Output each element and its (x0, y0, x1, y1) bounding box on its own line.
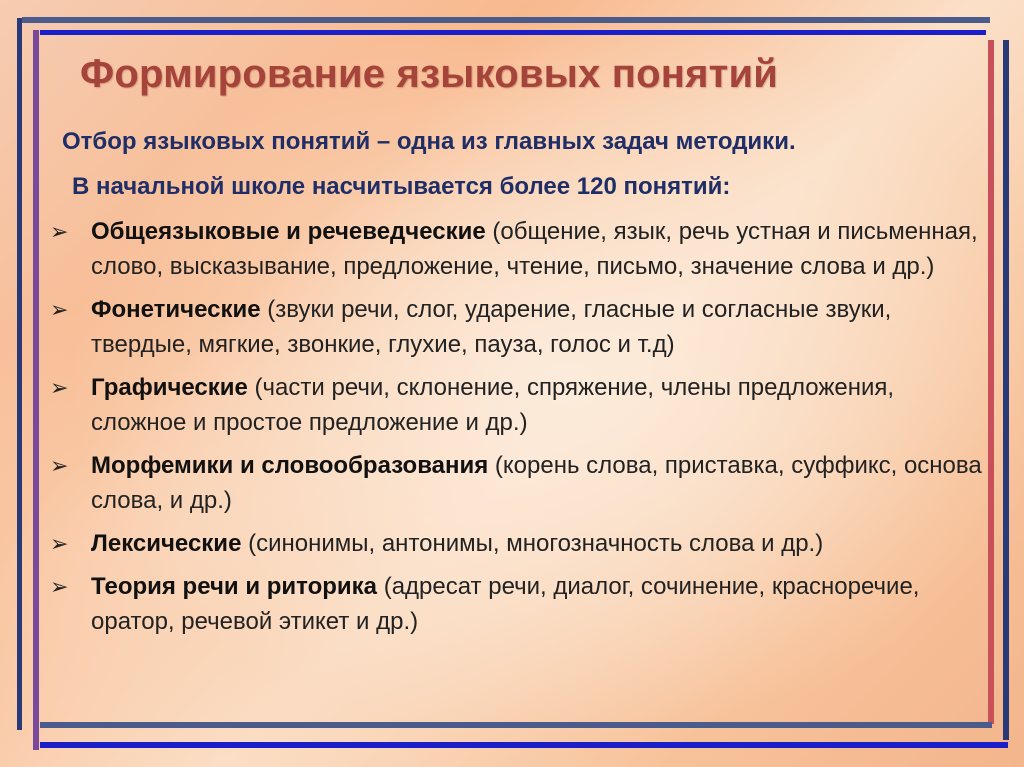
list-item (50, 448, 985, 518)
arrow-bullet-icon: ➢ (50, 375, 69, 400)
item-detail: (звуки речи, слог, ударение, гласные и согласные звуки, твердые, мягкие, звонкие, глухие, пауза, голос и т.д) (91, 296, 892, 358)
frame-left-bar-inner (33, 30, 39, 750)
item-term: Морфемики и словообразования (91, 452, 489, 479)
item-detail: (общение, язык, речь устная и письменная, слово, высказывание, предложение, чтение, письмо, значение слова и др.) (91, 218, 978, 280)
frame-right-bar-outer (1003, 40, 1009, 740)
item-term: Лексические (91, 530, 242, 557)
frame-right-bar-inner (988, 40, 994, 724)
list-item (50, 292, 985, 362)
arrow-bullet-icon: ➢ (50, 219, 69, 244)
item-detail: (синонимы, антонимы, многозначность слова и др.) (241, 530, 824, 557)
slide-title: Формирование языковых понятий (80, 52, 779, 96)
intro-line-2: В начальной школе насчитывается более 120 понятий: (72, 173, 731, 200)
frame-left-bar-outer (17, 18, 22, 730)
list-item (50, 370, 985, 440)
item-term: Графические (91, 374, 248, 401)
concept-list (50, 214, 985, 647)
frame-top-bar-outer (22, 17, 990, 23)
frame-bottom-bar-inner (40, 742, 1008, 748)
item-term: Фонетические (91, 296, 261, 323)
arrow-bullet-icon: ➢ (50, 297, 69, 322)
item-detail: (корень слова, приставка, суффикс, основа слова, и др.) (91, 452, 982, 514)
arrow-bullet-icon: ➢ (50, 453, 69, 478)
arrow-bullet-icon: ➢ (50, 531, 69, 556)
item-term: Общеязыковые и речеведческие (91, 218, 486, 245)
arrow-bullet-icon: ➢ (50, 574, 69, 599)
item-detail: (части речи, склонение, спряжение, члены предложения, сложное и простое предложение и др.) (91, 374, 895, 436)
item-term: Теория речи и риторика (91, 573, 378, 600)
item-detail: (адресат речи, диалог, сочинение, красноречие, оратор, речевой этикет и др.) (91, 573, 920, 635)
frame-top-bar-inner (40, 30, 986, 35)
intro-line-1: Отбор языковых понятий – одна из главных задач методики. (62, 128, 796, 155)
list-item (50, 569, 985, 639)
frame-bottom-bar-outer (40, 722, 992, 728)
list-item (50, 214, 985, 284)
list-item (50, 526, 985, 561)
